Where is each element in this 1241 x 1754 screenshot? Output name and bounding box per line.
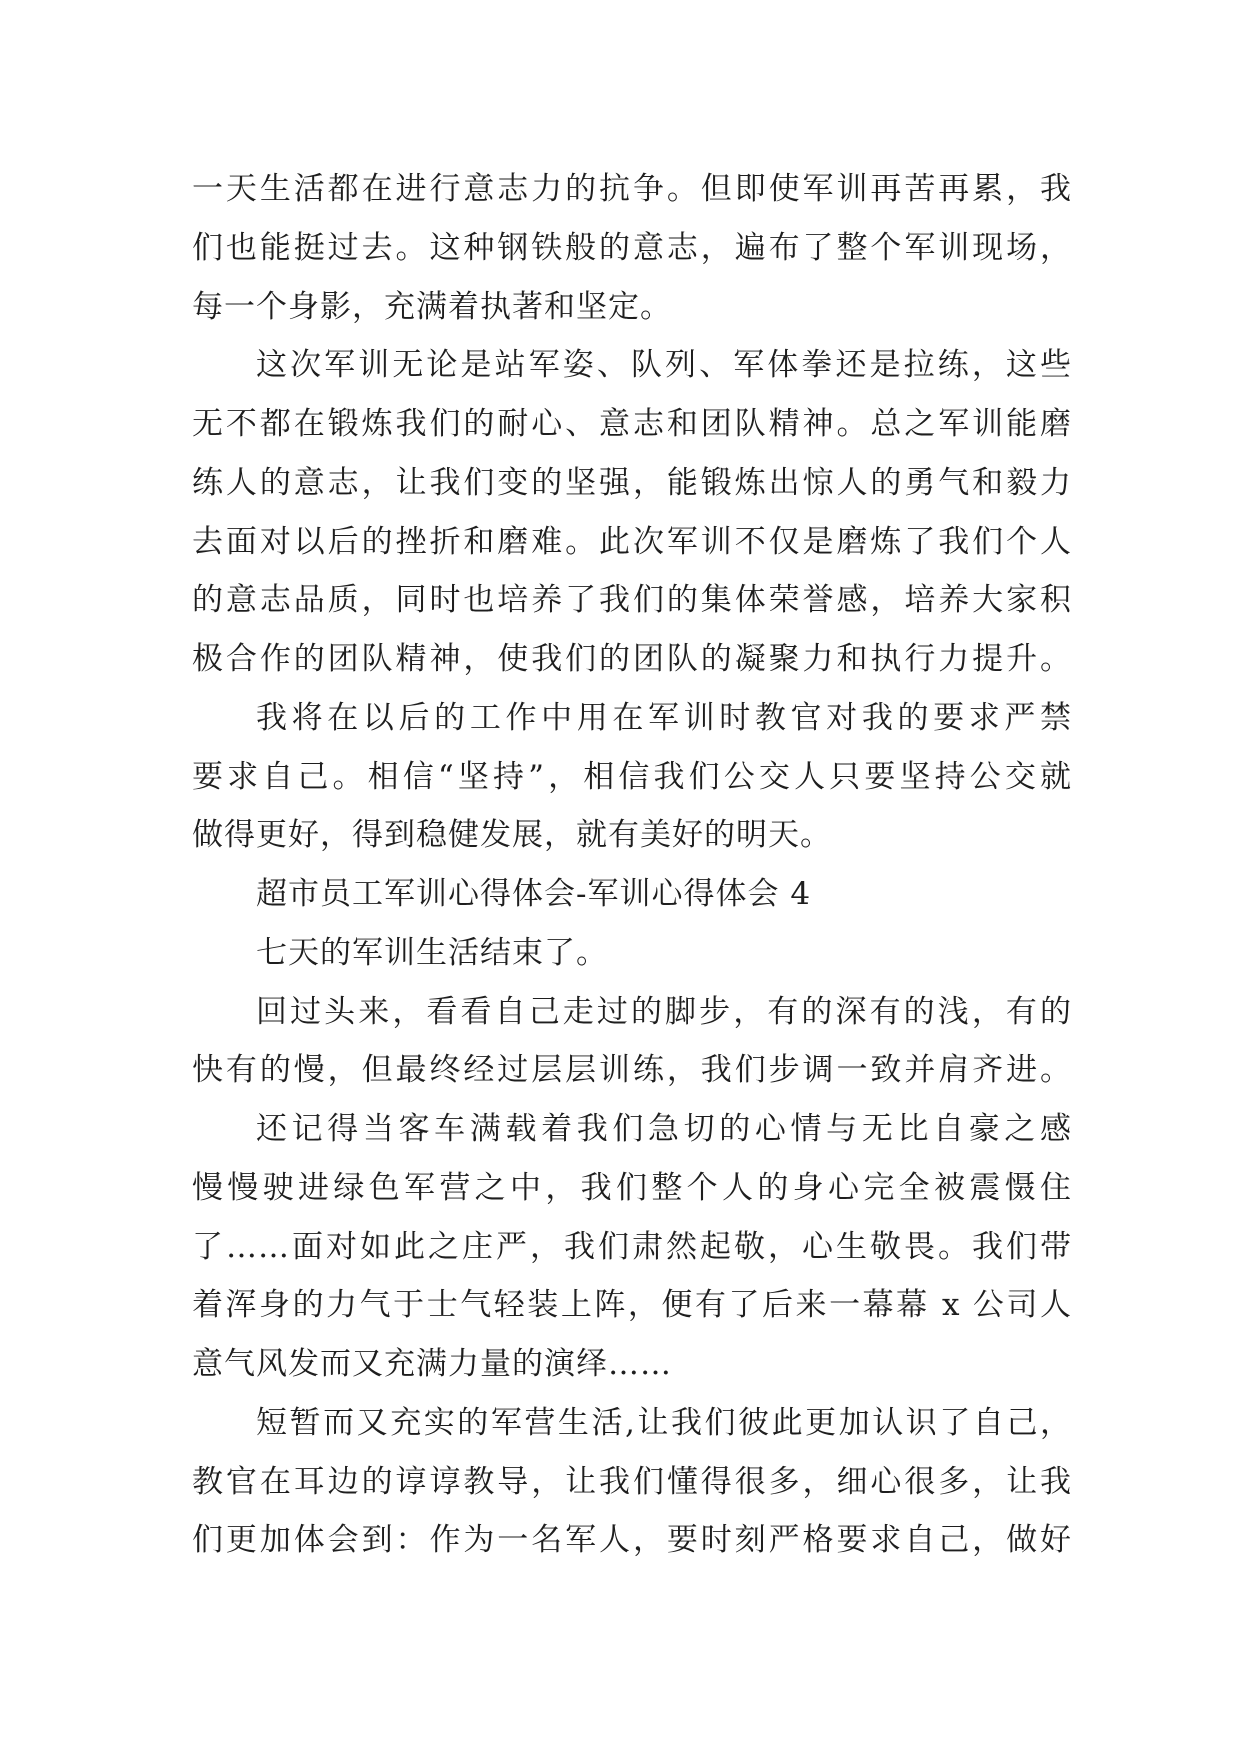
text-line: 慢慢驶进绿色军营之中，我们整个人的身心完全被震慑住 <box>192 1169 1072 1206</box>
text-line: 无不都在锻炼我们的耐心、意志和团队精神。总之军训能磨 <box>192 406 1072 442</box>
paragraph-first-line: 七天的军训生活结束了。 <box>256 934 608 971</box>
text-line: 意气风发而又充满力量的演绎…… <box>192 1346 672 1382</box>
text-line: 着浑身的力气于士气轻装上阵，便有了后来一幕幕 x 公司人 <box>192 1287 1072 1324</box>
text-line: 极合作的团队精神，使我们的团队的凝聚力和执行力提升。 <box>192 641 1072 677</box>
paragraph-first-line: 回过头来，看看自己走过的脚步，有的深有的浅，有的 <box>256 993 1072 1030</box>
text-line: 教官在耳边的谆谆教导，让我们懂得很多，细心很多，让我 <box>192 1463 1072 1500</box>
text-line: 做得更好，得到稳健发展，就有美好的明天。 <box>192 817 832 854</box>
document-body <box>192 160 1072 1570</box>
text-line: 要求自己。相信“坚持”，相信我们公交人只要坚持公交就 <box>192 758 1072 795</box>
paragraph-first-line: 还记得当客车满载着我们急切的心情与无比自豪之感 <box>256 1111 1072 1147</box>
paragraph-first-line: 这次军训无论是站军姿、队列、军体拳还是拉练，这些 <box>256 347 1072 384</box>
paragraph-first-line: 我将在以后的工作中用在军训时教官对我的要求严禁 <box>256 699 1072 736</box>
text-line: 快有的慢，但最终经过层层训练，我们步调一致并肩齐进。 <box>192 1052 1072 1089</box>
paragraph-first-line: 超市员工军训心得体会-军训心得体会 4 <box>256 876 812 912</box>
paragraph-first-line: 短暂而又充实的军营生活,让我们彼此更加认识了自己， <box>256 1404 1072 1441</box>
text-line: 们更加体会到：作为一名军人，要时刻严格要求自己，做好 <box>192 1522 1072 1559</box>
text-line: 的意志品质，同时也培养了我们的集体荣誉感，培养大家积 <box>192 582 1072 619</box>
text-line: 练人的意志，让我们变的坚强，能锻炼出惊人的勇气和毅力 <box>192 464 1072 501</box>
text-line: 了……面对如此之庄严，我们肃然起敬，心生敬畏。我们带 <box>192 1228 1072 1265</box>
text-line: 去面对以后的挫折和磨难。此次军训不仅是磨炼了我们个人 <box>192 523 1072 560</box>
text-line: 每一个身影，充满着执著和坚定。 <box>192 288 672 325</box>
text-line: 们也能挺过去。这种钢铁般的意志，遍布了整个军训现场， <box>192 229 1072 266</box>
text-line: 一天生活都在进行意志力的抗争。但即使军训再苦再累，我 <box>192 171 1072 207</box>
